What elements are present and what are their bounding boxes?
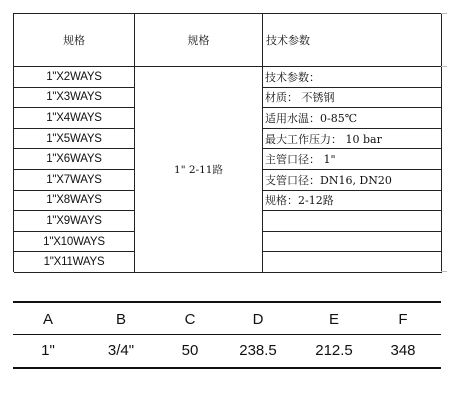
- model-cell: 1"X5WAYS: [14, 129, 135, 150]
- table-edge-stub: [441, 66, 447, 67]
- dim-header-a: A: [42, 310, 54, 328]
- merged-spec-cell: 1" 2-11路: [135, 67, 263, 273]
- param-cell: 最大工作压力： 10 bar: [263, 129, 442, 150]
- param-cell: [263, 211, 442, 232]
- tech-param-list: [263, 67, 442, 273]
- dim-value-f: 348: [390, 341, 416, 359]
- param-cell: [263, 252, 442, 273]
- header-spec-2: 规格: [135, 14, 263, 67]
- param-cell: 技术参数：: [263, 67, 442, 88]
- dim-mid-rule: [13, 334, 441, 335]
- model-cell: 1"X9WAYS: [14, 211, 135, 232]
- table-edge-stub: [441, 271, 447, 272]
- model-cell: 1"X7WAYS: [14, 170, 135, 191]
- dim-value-b: 3/4": [107, 341, 135, 359]
- dim-header-d: D: [252, 310, 264, 328]
- param-cell: 规格：2-12路: [263, 191, 442, 212]
- model-list: [14, 67, 135, 273]
- param-cell: [263, 232, 442, 253]
- model-cell: 1"X6WAYS: [14, 149, 135, 170]
- param-cell: 主管口径： 1": [263, 149, 442, 170]
- dim-top-rule: [13, 301, 441, 303]
- dim-value-a: 1": [41, 341, 55, 359]
- model-cell: 1"X8WAYS: [14, 191, 135, 212]
- param-cell: 材质： 不锈钢: [263, 88, 442, 109]
- dim-value-d: 238.5: [239, 341, 277, 359]
- dim-value-row: [13, 338, 441, 362]
- dim-header-row: [13, 307, 441, 331]
- model-cell: 1"X3WAYS: [14, 88, 135, 109]
- table-edge-stub: [441, 13, 447, 14]
- dim-header-e: E: [328, 310, 340, 328]
- header-spec-1: 规格: [14, 14, 135, 67]
- dim-value-e: 212.5: [315, 341, 353, 359]
- model-cell: 1"X4WAYS: [14, 108, 135, 129]
- param-cell: 支管口径：DN16, DN20: [263, 170, 442, 191]
- dim-header-c: C: [184, 310, 196, 328]
- dim-bottom-rule: [13, 367, 441, 369]
- header-tech-params: 技术参数: [263, 14, 442, 67]
- spec-table: [13, 13, 441, 272]
- model-cell: 1"X2WAYS: [14, 67, 135, 88]
- dim-header-b: B: [115, 310, 127, 328]
- dim-value-c: 50: [181, 341, 199, 359]
- param-cell: 适用水温：0-85℃: [263, 108, 442, 129]
- model-cell: 1"X11WAYS: [14, 252, 135, 273]
- model-cell: 1"X10WAYS: [14, 232, 135, 253]
- dim-header-f: F: [398, 310, 408, 328]
